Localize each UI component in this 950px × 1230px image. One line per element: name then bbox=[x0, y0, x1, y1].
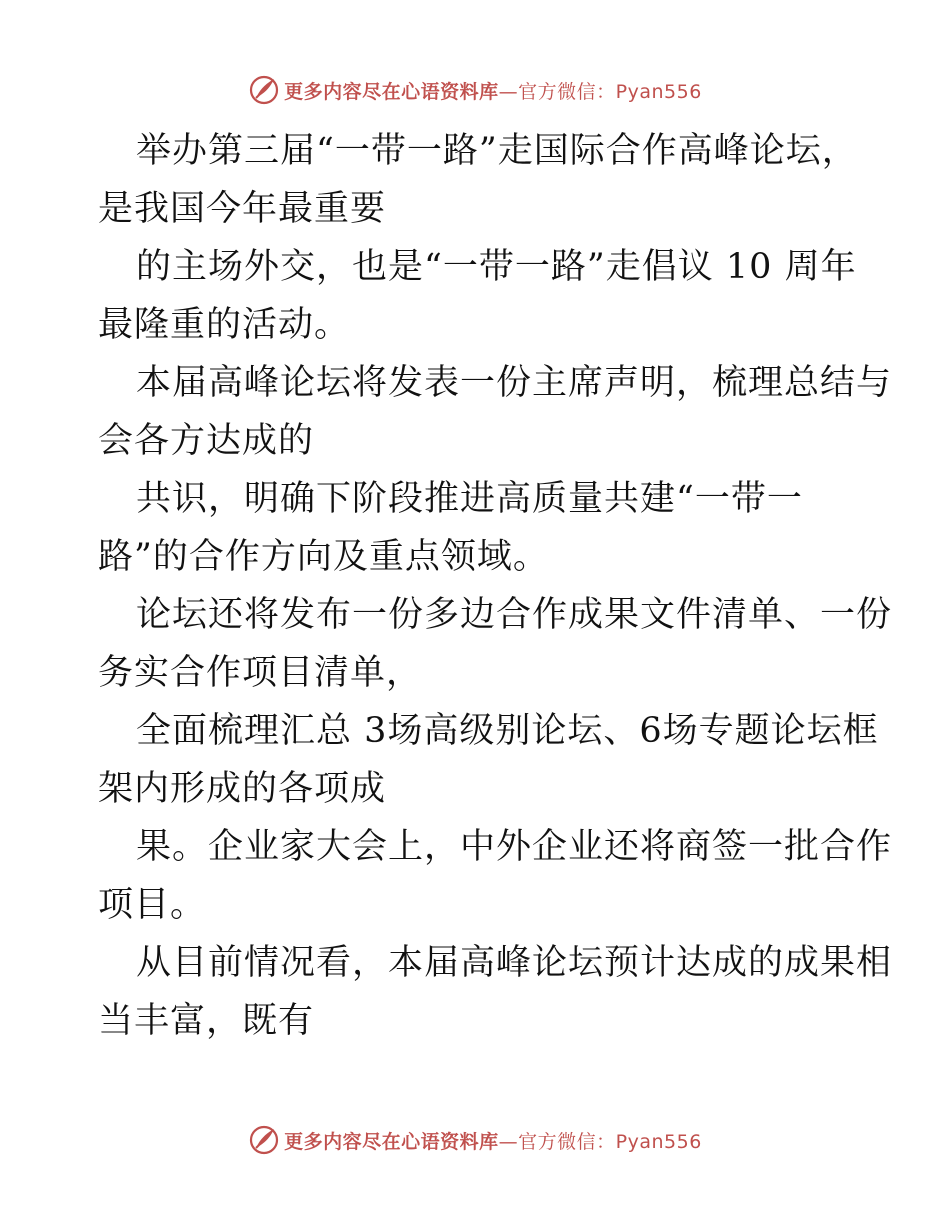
document-body bbox=[98, 122, 893, 1050]
body-line: 共识，明确下阶段推进高质量共建“一带一 bbox=[136, 479, 803, 519]
body-line: 论坛还将发布一份多边合作成果文件清单、一份 bbox=[136, 595, 893, 635]
body-line: 举办第三届“一带一路”走国际合作高峰论坛， bbox=[136, 131, 858, 171]
header-banner-title: 更多内容尽在心语资料库 bbox=[284, 80, 499, 103]
body-line: 最隆重的活动。 bbox=[98, 305, 351, 345]
body-line: 的主场外交，也是“一带一路”走倡议 10 周年 bbox=[136, 247, 857, 287]
body-line: 全面梳理汇总 3场高级别论坛、6场专题论坛框 bbox=[136, 711, 879, 751]
body-line: 会各方达成的 bbox=[98, 421, 315, 461]
body-line: 当丰富，既有 bbox=[98, 1001, 315, 1041]
feather-pen-logo-icon bbox=[248, 74, 280, 106]
body-line: 果。企业家大会上，中外企业还将商签一批合作 bbox=[136, 827, 893, 867]
header-banner-contact: —官方微信：Pyan556 bbox=[498, 80, 702, 103]
footer-banner bbox=[0, 1120, 950, 1160]
body-line: 架内形成的各项成 bbox=[98, 769, 387, 809]
header-banner bbox=[0, 70, 950, 110]
feather-pen-logo-icon bbox=[248, 1124, 280, 1156]
footer-banner-text bbox=[284, 1127, 702, 1154]
body-line: 项目。 bbox=[98, 885, 207, 925]
body-line: 从目前情况看，本届高峰论坛预计达成的成果相 bbox=[136, 943, 893, 983]
body-line: 本届高峰论坛将发表一份主席声明，梳理总结与 bbox=[136, 363, 893, 403]
body-line: 路”的合作方向及重点领域。 bbox=[98, 537, 549, 577]
footer-banner-contact: —官方微信：Pyan556 bbox=[498, 1130, 702, 1153]
body-line: 是我国今年最重要 bbox=[98, 189, 387, 229]
footer-banner-title: 更多内容尽在心语资料库 bbox=[284, 1130, 499, 1153]
header-banner-text bbox=[284, 77, 702, 104]
body-line: 务实合作项目清单， bbox=[98, 653, 423, 693]
